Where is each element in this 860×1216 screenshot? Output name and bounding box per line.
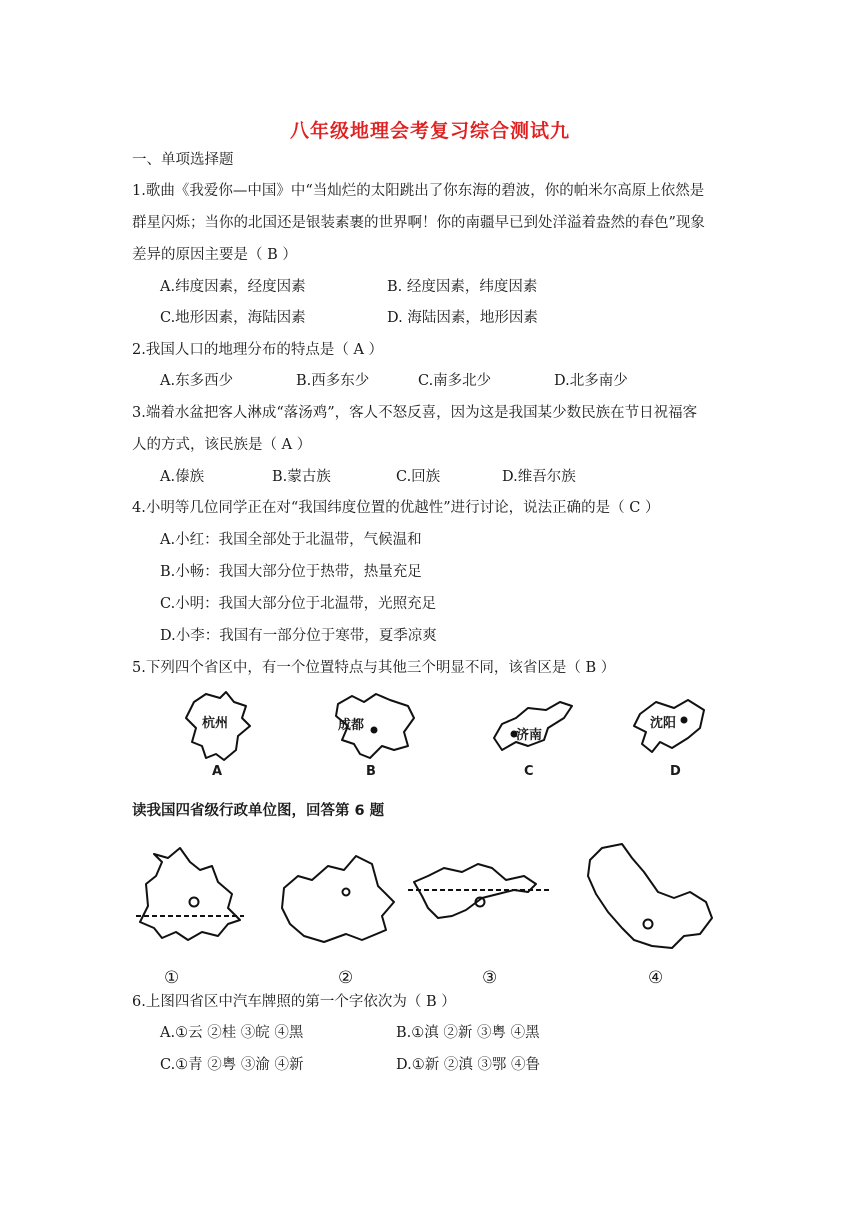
q4-stem: 4.小明等几位同学正在对“我国纬度位置的优越性”进行讨论，说法正确的是（ C ）: [132, 500, 660, 516]
q5-stem: 5.下列四个省区中，有一个位置特点与其他三个明显不同，该省区是（ B ）: [132, 660, 616, 676]
map6-shape-2: [282, 856, 394, 942]
q2-option-d: D.北多南少: [554, 373, 628, 389]
q1-option-c: C.地形因素，海陆因素: [160, 310, 306, 326]
q6-option-b: B.①滇 ②新 ③粤 ④黑: [396, 1025, 540, 1041]
q3-option-c: C.回族: [396, 469, 441, 485]
q4-option-c: C.小明：我国大部分位于北温带，光照充足: [160, 596, 437, 612]
q6-reading-prompt: 读我国四省级行政单位图，回答第 6 题: [132, 803, 385, 819]
q1-option-b: B. 经度因素，纬度因素: [387, 279, 538, 295]
map-city-label: 杭州: [202, 716, 229, 731]
map6-label: ③: [482, 968, 498, 988]
q1-stem-line2: 群星闪烁；当你的北国还是银装素裹的世界啊！你的南疆早已到处洋溢着盎然的春色”现象: [132, 215, 705, 231]
q6-province-maps: [132, 836, 732, 996]
map6-shape-1: [140, 848, 240, 940]
map-letter-label: C: [524, 764, 534, 779]
map6-label: ④: [648, 968, 664, 988]
q1-stem-line1: 1.歌曲《我爱你—中国》中“当灿烂的太阳跳出了你东海的碧波，你的帕米尔高原上依然是: [132, 183, 705, 199]
q4-option-d: D.小李：我国有一部分位于寒带，夏季凉爽: [160, 628, 437, 644]
map6-label: ②: [338, 968, 354, 988]
map-letter-label: A: [212, 764, 223, 779]
q3-option-a: A.傣族: [160, 469, 205, 485]
q2-option-b: B.西多东少: [296, 373, 370, 389]
q3-stem-line2: 人的方式，该民族是（ A ）: [132, 437, 312, 453]
map-city-label: 沈阳: [650, 716, 677, 731]
q6-stem: 6.上图四省区中汽车牌照的第一个字依次为（ B ）: [132, 994, 456, 1010]
section-heading: 一、单项选择题: [132, 152, 234, 168]
q2-option-a: A.东多西少: [160, 373, 234, 389]
q3-stem-line1: 3.端着水盆把客人淋成“落汤鸡”，客人不怒反喜，因为这是我国某少数民族在节日祝福客: [132, 405, 698, 421]
q1-option-a: A.纬度因素，经度因素: [160, 279, 306, 295]
q6-option-d: D.①新 ②滇 ③鄂 ④鲁: [396, 1057, 541, 1073]
q4-option-a: A.小红：我国全部处于北温带，气候温和: [160, 532, 422, 548]
q6-option-c: C.①青 ②粤 ③渝 ④新: [160, 1057, 304, 1073]
q6-option-a: A.①云 ②桂 ③皖 ④黑: [160, 1025, 304, 1041]
q3-option-d: D.维吾尔族: [502, 469, 576, 485]
map-city-label: 成都: [338, 718, 365, 733]
q2-stem: 2.我国人口的地理分布的特点是（ A ）: [132, 342, 384, 358]
q1-option-d: D. 海陆因素，地形因素: [387, 310, 538, 326]
q4-option-b: B.小畅：我国大部分位于热带，热量充足: [160, 564, 422, 580]
map-letter-label: D: [670, 764, 681, 779]
q3-option-b: B.蒙古族: [272, 469, 331, 485]
map6-label: ①: [164, 968, 180, 988]
page-title: 八年级地理会考复习综合测试九: [289, 120, 570, 142]
q5-province-maps: [176, 688, 716, 784]
map-city-label: 济南: [516, 728, 543, 743]
q2-option-c: C.南多北少: [418, 373, 492, 389]
map-letter-label: B: [366, 764, 376, 779]
q1-stem-line3: 差异的原因主要是（ B ）: [132, 247, 297, 263]
map6-shape-4: [588, 844, 712, 948]
